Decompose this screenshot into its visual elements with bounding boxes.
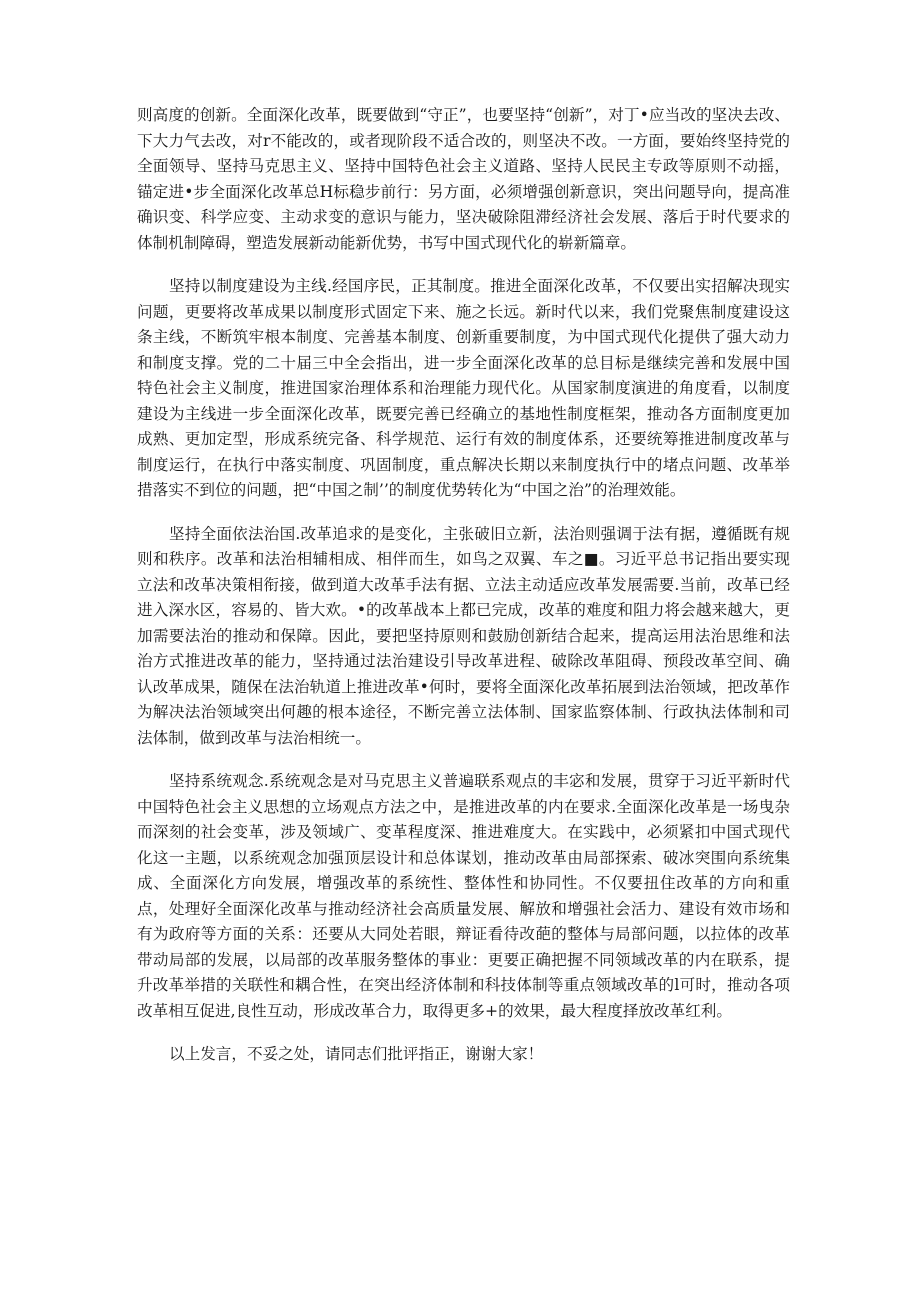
document-page — [137, 103, 790, 1086]
paragraph-institution-building: 坚持以制度建设为主线.经国序民，正其制度。推进全面深化改革，不仅要出实招解决现实问题，更要将改革成果以制度形式固定下来、施之长远。新时代以来，我们党聚焦制度建设这条主线，不断筑牢根本制度、完善基本制度、创新重要制度，为中国式现代化提供了强大动力和制度支撑。党的二十届三中全会指出，进一步全面深化改革的总目标是继续完善和发展中国特色社会主义制度，推进国家治理体系和治理能力现代化。从国家制度演进的角度看，以制度建设为主线进一步全面深化改革，既要完善已经确立的基地性制度框架，推动各方面制度更加成熟、更加定型，形成系统完备、科学规范、运行有效的制度体系，还要统筹推进制度改革与制度运行，在执行中落实制度、巩固制度，重点解决长期以来制度执行中的堵点问题、改革举措落实不到位的问题，把“中国之制’’的制度优势转化为“中国之治”的治理效能。 — [137, 277, 790, 499]
paragraph-closing-remarks: 以上发言，不妥之处，请同志们批评指正，谢谢大家！ — [169, 1045, 544, 1063]
paragraph-innovation-continued: 则高度的创新。全面深化改革，既要做到“守正”，也要坚持“创新”，对丁•应当改的坚决去改、下大力气去改，对r不能改的，或者现阶段不适合改的，则坚决不改。一方面，要始终坚持党的全面领导、坚持马克思主义、坚持中国特色社会主义道路、坚持人民民主专政等原则不动摇，锚定进•步全面深化改革总H标稳步前行：另方面，必须增强创新意识，突出问题导向，提高准确识变、科学应变、主动求变的意识与能力，坚决破除阻滞经济社会发展、落后于时代要求的体制机制障碍，塑造发展新动能新优势，书写中国式现代化的崭新篇章。 — [137, 106, 790, 252]
paragraph-systems-thinking: 坚持系统观念.系统观念是对马克思主义普遍联系观点的丰宓和发展，贯穿于习近平新时代中国特色社会主义思想的立场观点方法之中，是推进改革的内在要求.全面深化改革是一场曳杂而深刻的社会变革，涉及领域广、变革程度深、推进难度大。在实践中，必须紧扣中国式现代化这一主题，以系统观念加强顶层设计和总体谋划，推动改革由局部探索、破冰突围向系统集成、全面深化方向发展，增强改革的系统性、整体性和协同性。不仅要扭住改革的方向和重点，处理好全面深化改革与推动经济社会高质量发展、解放和增强社会活力、建设有效市场和有为政府等方面的关系：还要从大同处若眼，辩证看待改葩的整体与局部问题，以拉体的改革带动局部的发展，以局部的改革服务整体的事业：更要正确把握不同领域改革的内在联系，提升改革举措的关联性和耦合性，在突出经济体制和科技体制等重点领域改革的l可时，推动各项改革相互促进,良性互动，形成改革合力，取得更多+的效果，最大程度择放改革红利。 — [137, 772, 790, 1020]
paragraph-rule-of-law: 坚持全面依法治国.改革追求的是变化，主张破旧立新，法治则强调于法有据，遵循既有规则和秩序。改革和法治相辅相成、相伴而生，如鸟之双翼、车之■。习近平总书记指出要实现立法和改革决策相衔接，做到道大改革手法有据、立法主动适应改革发展需要.当前，改革已经进入深水区，容易的、皆大欢。•的改革战本上都已完成，改革的难度和阻力将会越来越大，更加需要法治的推动和保障。因此，要把坚持原则和鼓励创新结合起来，提高运用法治思维和法治方式推进改革的能力，坚持通过法治建设引导改革进程、破除改革阻碍、预段改革空间、确认改革成果，随保在法治轨道上推进改革•何时，要将全面深化改革拓展到法治领域，把改革作为解决法治领域突出何趣的根本途径，不断完善立法体制、国家监察体制、行政执法体制和司法体制，做到改革与法治相统一。 — [137, 524, 790, 747]
